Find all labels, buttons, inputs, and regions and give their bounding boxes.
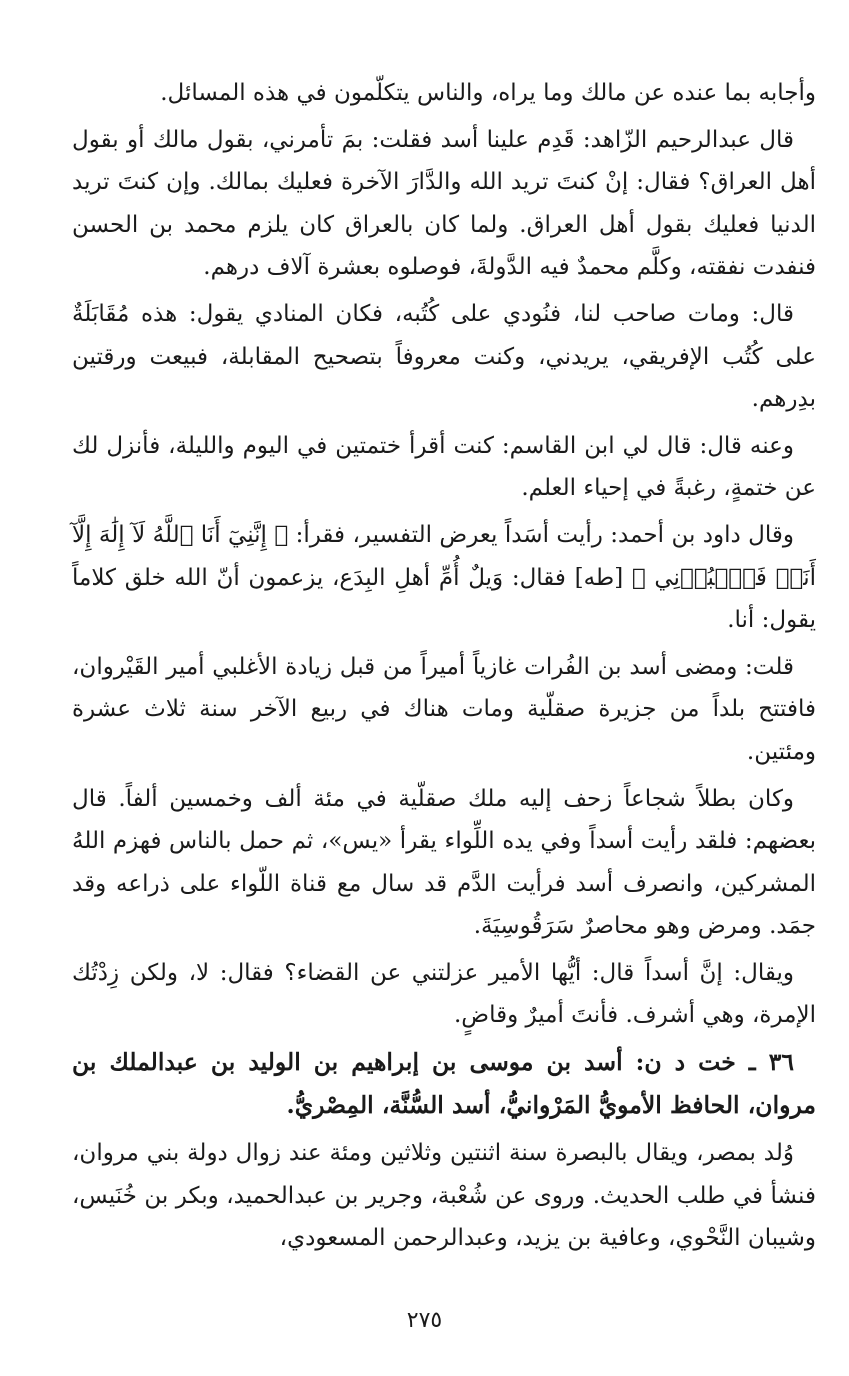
paragraph: وقال داود بن أحمد: رأيت أسَداً يعرض التفسير، فقرأ: ﴿ إِنَّنِيٓ أَنَا ٱللَّهُ لَآ إِلَٰهَ إِلَّآ أَنَا۠ فَٱعۡبُدۡنِي ﴾ [طه] فقال: وَيلٌ أُمِّ أهلِ البِدَع، يزعمون أنّ الله خلق كلاماً يقول: أنا.	[72, 521, 816, 634]
paragraph: ويقال: إنَّ أسداً قال: أيُّها الأمير عزلتني عن القضاء؟ فقال: لا، ولكن زِدْتُك الإمرة، وهي أشرف. فأنتَ أميرٌ وقاضٍ.	[72, 959, 816, 1029]
biography-entry-heading: ٣٦ ـ خت د ن: أسد بن موسى بن إبراهيم بن الوليد بن عبدالملك بن مروان، الحافظ الأمويُّ المَرْوانيُّ، أسد السُّنَّة، المِصْريُّ.	[72, 1048, 816, 1119]
paragraph: قلت: ومضى أسد بن الفُرات غازياً أميراً من قبل زيادة الأغلبي أمير القَيْروان، فافتتح بلداً من جزيرة صقلّية ومات هناك في ربيع الآخر سنة ثلاث عشرة ومئتين.	[72, 653, 816, 765]
paragraph: قال: ومات صاحب لنا، فنُودي على كُتُبه، فكان المنادي يقول: هذه مُقَابَلَةٌ على كُتُب الإفريقي، يريدني، وكنت معروفاً بتصحيح المقابلة، فبيعت ورقتين بدِرهم.	[72, 300, 816, 413]
paragraph: وُلد بمصر، ويقال بالبصرة سنة اثنتين وثلاثين ومئة عند زوال دولة بني مروان، فنشأ في طلب الحديث. وروى عن شُعْبة، وجرير بن عبدالحميد، وبكر بن خُنَيس، وشيبان النَّحْوي، وعافية بن يزيد، وعبدالرحمن المسعودي،	[72, 1140, 816, 1252]
page-body	[72, 72, 816, 1264]
page-number: ٢٧٥	[406, 1308, 443, 1333]
paragraph: وأجابه بما عنده عن مالك وما يراه، والناس يتكلّمون في هذه المسائل.	[160, 80, 816, 106]
paragraph: قال عبدالرحيم الزّاهد: قَدِم علينا أسد فقلت: بمَ تأمرني، بقول مالك أو بقول أهل العراق؟ فقال: إنْ كنتَ تريد الله والدَّارَ الآخرة فعليك بمالك. وإن كنتَ تريد الدنيا فعليك بقول أهل العراق. ولما كان بالعراق كان يلزم محمد بن الحسن فنفدت نفقته، وكلَّم محمدٌ فيه الدَّولةَ، فوصلوه بعشرة آلاف درهم.	[72, 126, 816, 281]
paragraph: وعنه قال: قال لي ابن القاسم: كنت أقرأ ختمتين في اليوم والليلة، فأنزل لك عن ختمةٍ، رغبةً في إحياء العلم.	[72, 432, 816, 502]
paragraph: وكان بطلاً شجاعاً زحف إليه ملك صقلّية في مئة ألف وخمسين ألفاً. قال بعضهم: فلقد رأيت أسداً وفي يده اللِّواء يقرأ «يس»، ثم حمل بالناس فهزم اللهُ المشركين، وانصرف أسد فرأيت الدَّم قد سال مع قناة اللّواء على ذراعه وقد جمَد. ومرض وهو محاصرٌ سَرَقُوسِيَةَ.	[72, 785, 816, 940]
